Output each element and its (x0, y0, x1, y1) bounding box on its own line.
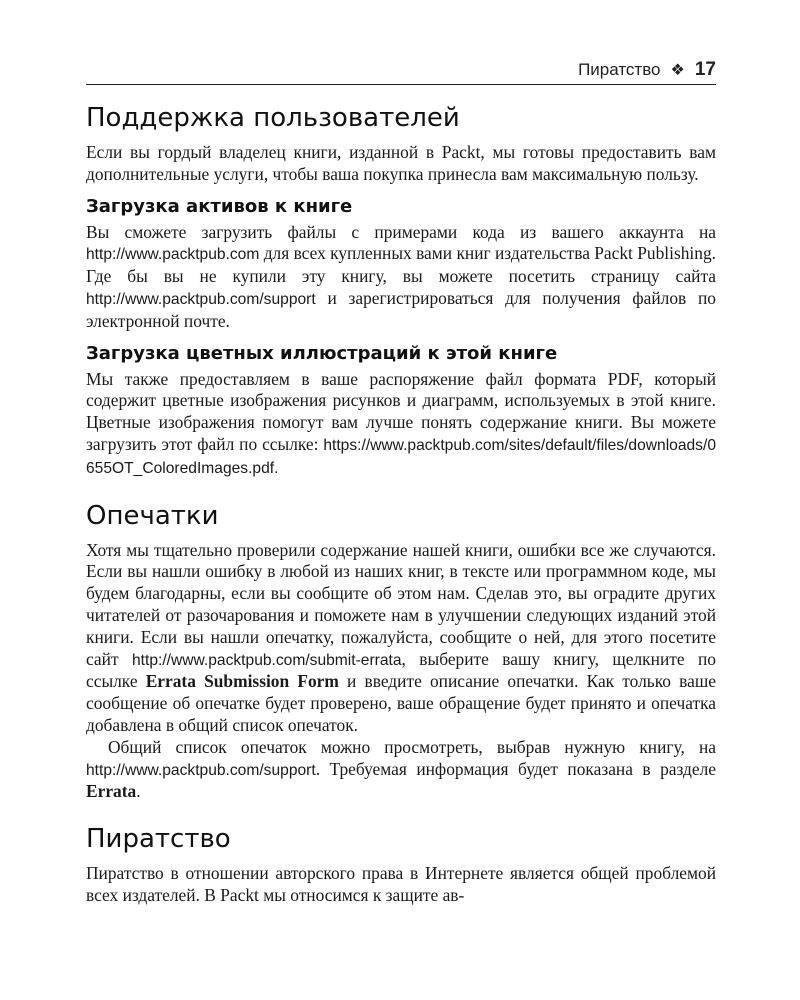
color-images-heading: Загрузка цветных иллюстраций к этой книге (86, 342, 558, 364)
assets-heading: Загрузка активов к книге (86, 195, 353, 217)
running-title: Пиратство (578, 60, 661, 79)
color-images-text: Мы также предоставляем в ваше распоряжение файл формата PDF, который содержит цветные изображения рисунков и диаграмм, используемых в этой книге. Цветные изображения помогут вам лучше понять содержание книги. Вы можете загрузить этот файл по ссылке: (86, 368, 716, 454)
errata-text-2: , выберите вашу книгу, щелкните по ссылке (86, 648, 716, 692)
errata-support-link[interactable]: http://www.packtpub.com/support (86, 761, 316, 779)
submit-errata-link[interactable]: http://www.packtpub.com/submit-errata (131, 651, 402, 669)
errata-paragraph-1 (86, 540, 716, 737)
support-heading: Поддержка пользователей (86, 103, 460, 133)
running-head (578, 58, 716, 82)
ornament-icon: ❖ (670, 62, 685, 79)
errata-text-4: Общий список опечаток можно просмотреть, выбрав нужную книгу, на (108, 736, 716, 757)
assets-text-2: для всех купленных вами книг издательства Packt Publishing. Где бы вы не купили эту книгу, вы можете посетить страницу сайта (86, 243, 716, 287)
packtpub-link[interactable]: http://www.packtpub.com (86, 246, 260, 264)
assets-text-1: Вы сможете загрузить файлы с примерами кода из вашего аккаунта на (86, 221, 716, 242)
packtpub-support-link[interactable]: http://www.packtpub.com/support (86, 290, 316, 308)
page-header (86, 58, 716, 85)
piracy-paragraph: Пиратство в отношении авторского права в Интернете является общей проблемой всех издателей. В Packt мы относимся к защите ав- (86, 863, 716, 905)
errata-paragraph-2 (86, 737, 716, 803)
errata-section-term: Errata (86, 781, 137, 802)
color-images-paragraph (86, 369, 716, 480)
errata-form-term: Errata Submission Form (145, 671, 339, 692)
page-number: 17 (694, 59, 716, 80)
errata-heading: Опечатки (86, 500, 219, 531)
piracy-heading: Пиратство (86, 824, 231, 855)
errata-text-1: Хотя мы тщательно проверили содержание нашей книги, ошибки все же случаются. Если вы нашли ошибку в любой из наших книг, в тексте или программном коде, мы будем благодарны, если вы сообщите об этом нам. Сделав это, вы оградите других читателей от разочарования и поможете нам в улучшении следующих изданий этой книги. Если вы нашли опечатку, пожалуйста, сообщите о ней, для этого посетите сайт (86, 539, 716, 669)
assets-text-3: и зарегистрироваться для получения файлов по электронной почте. (86, 287, 716, 331)
errata-text-3: и введите описание опечатки. Как только ваше сообщение об опечатке будет проверено, ваше обращение будет принято и опечатка добавлена в общий список опечаток. (86, 671, 716, 735)
support-paragraph: Если вы гордый владелец книги, изданной в Packt, мы готовы предоставить вам дополнительные услуги, чтобы ваша покупка принесла вам максимальную пользу. (86, 142, 716, 184)
page-content (86, 98, 716, 907)
assets-paragraph (86, 222, 716, 333)
colored-images-pdf-link[interactable]: https://www.packtpub.com/sites/default/files/downloads/0655OT_ColoredImages.pdf. (86, 436, 716, 477)
errata-text-6: . (136, 781, 141, 802)
errata-text-5: . Требуемая информация будет показана в разделе (315, 758, 716, 779)
